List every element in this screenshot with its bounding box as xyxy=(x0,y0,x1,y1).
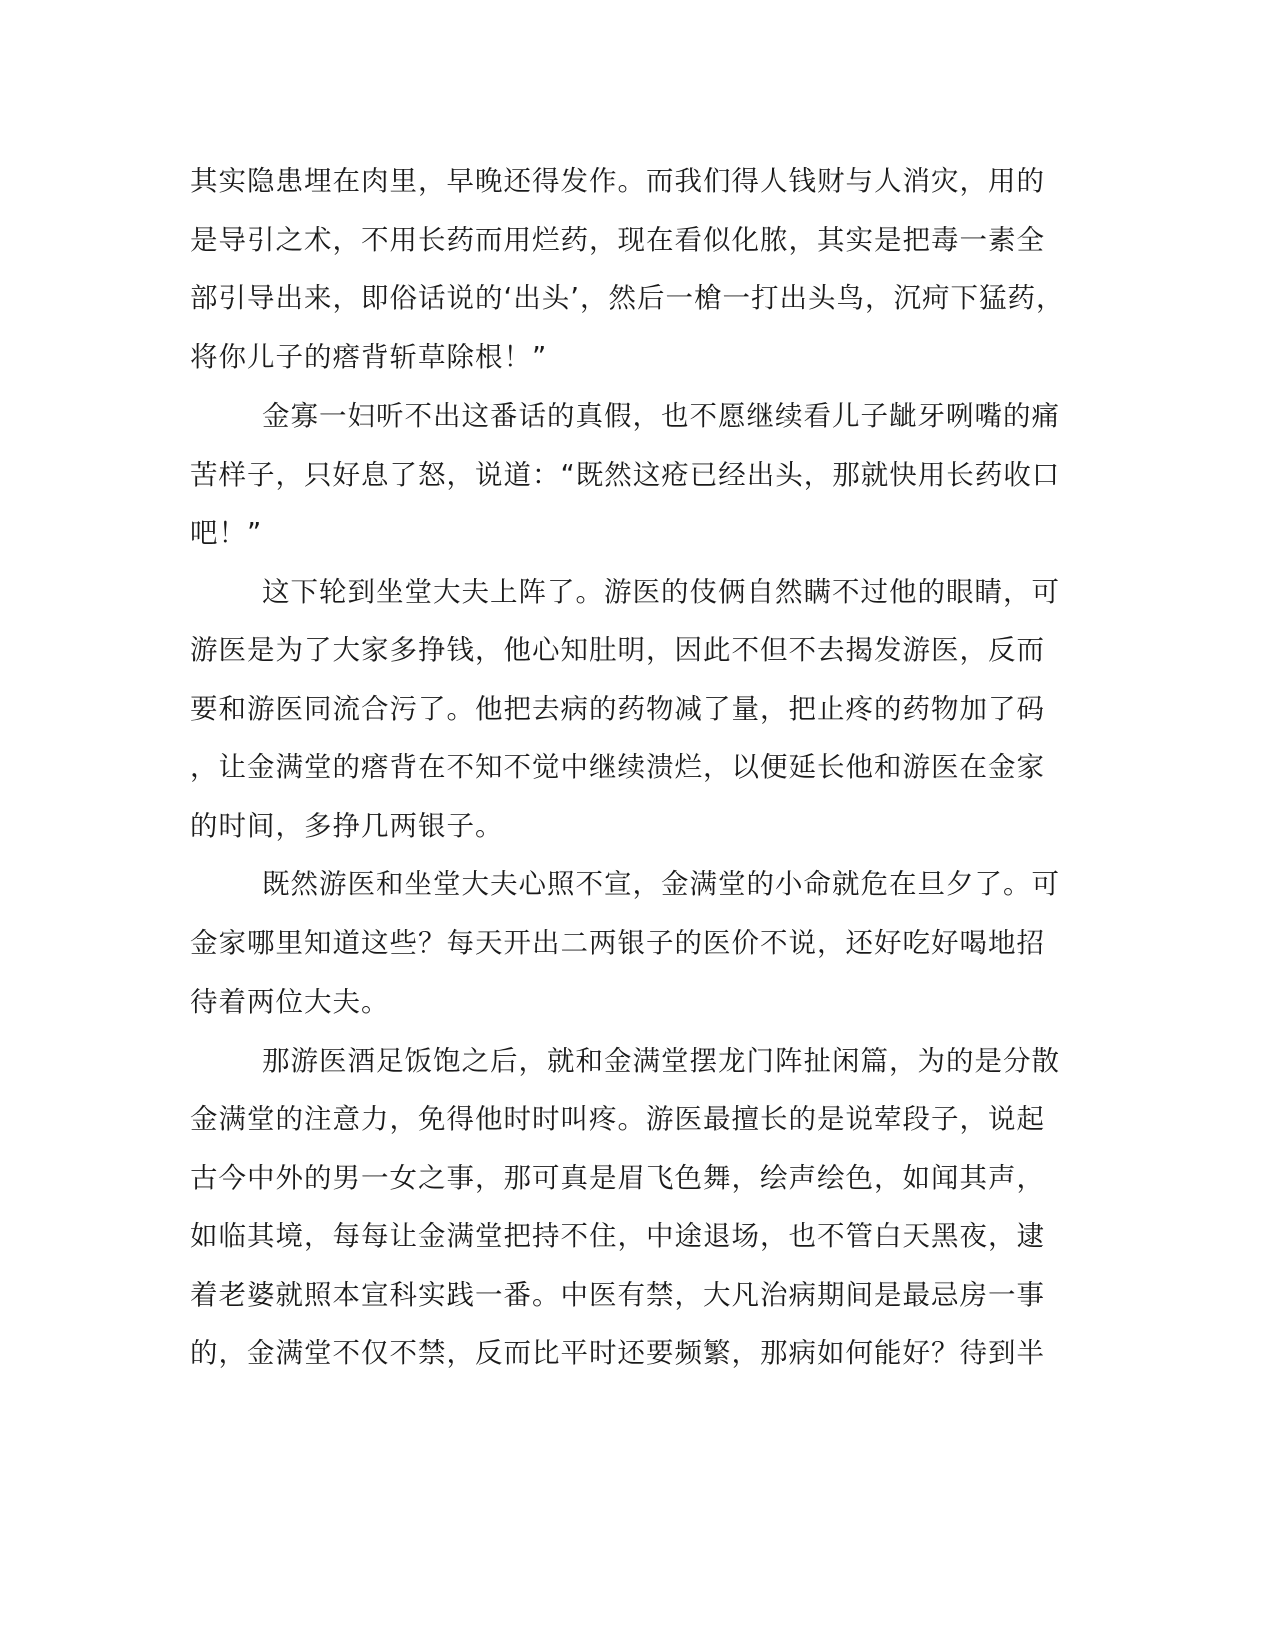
paragraph-first-line: 金寡一妇听不出这番话的真假，也不愿继续看儿子龇牙咧嘴的痛 xyxy=(262,400,1060,432)
text-line: 部引导出来，即俗话说的‘出头’，然后一槍一打出头鸟，沉疴下猛药， xyxy=(190,282,1065,314)
text-line: 是导引之术，不用长药而用烂药，现在看似化脓，其实是把毒一素全 xyxy=(190,224,1045,256)
text-line: 吧！” xyxy=(190,517,263,549)
text-line: 待着两位大夫。 xyxy=(190,986,390,1018)
text-line: 苦样子，只好息了怒，说道：“既然这疮已经出头，那就快用长药收口 xyxy=(190,459,1061,491)
text-line: 的时间，多挣几两银子。 xyxy=(190,810,504,842)
text-line: 要和游医同流合污了。他把去病的药物减了量，把止疼的药物加了码 xyxy=(190,693,1045,725)
text-line: 其实隐患埋在肉里，早晚还得发作。而我们得人钱财与人消灾，用的 xyxy=(190,165,1045,197)
text-line: 如临其境，每每让金满堂把持不住，中途退场，也不管白天黑夜，逮 xyxy=(190,1220,1045,1252)
text-line: 金满堂的注意力，免得他时时叫疼。游医最擅长的是说荤段子，说起 xyxy=(190,1103,1045,1135)
text-line: 古今中外的男一女之事，那可真是眉飞色舞，绘声绘色，如闻其声， xyxy=(190,1162,1045,1194)
text-line: ，让金满堂的瘩背在不知不觉中继续溃烂，以便延长他和游医在金家 xyxy=(190,751,1045,783)
paragraph-first-line: 那游医酒足饭饱之后，就和金满堂摆龙门阵扯闲篇，为的是分散 xyxy=(262,1045,1060,1077)
paragraph-first-line: 这下轮到坐堂大夫上阵了。游医的伎俩自然瞒不过他的眼睛，可 xyxy=(262,576,1060,608)
paragraph-first-line: 既然游医和坐堂大夫心照不宣，金满堂的小命就危在旦夕了。可 xyxy=(262,868,1060,900)
text-line: 的，金满堂不仅不禁，反而比平时还要频繁，那病如何能好？待到半 xyxy=(190,1337,1045,1369)
text-line: 金家哪里知道这些？每天开出二两银子的医价不说，还好吃好喝地招 xyxy=(190,927,1045,959)
text-line: 着老婆就照本宣科实践一番。中医有禁，大凡治病期间是最忌房一事 xyxy=(190,1279,1045,1311)
text-line: 游医是为了大家多挣钱，他心知肚明，因此不但不去揭发游医，反而 xyxy=(190,634,1045,666)
text-line: 将你儿子的瘩背斩草除根！” xyxy=(190,341,548,373)
